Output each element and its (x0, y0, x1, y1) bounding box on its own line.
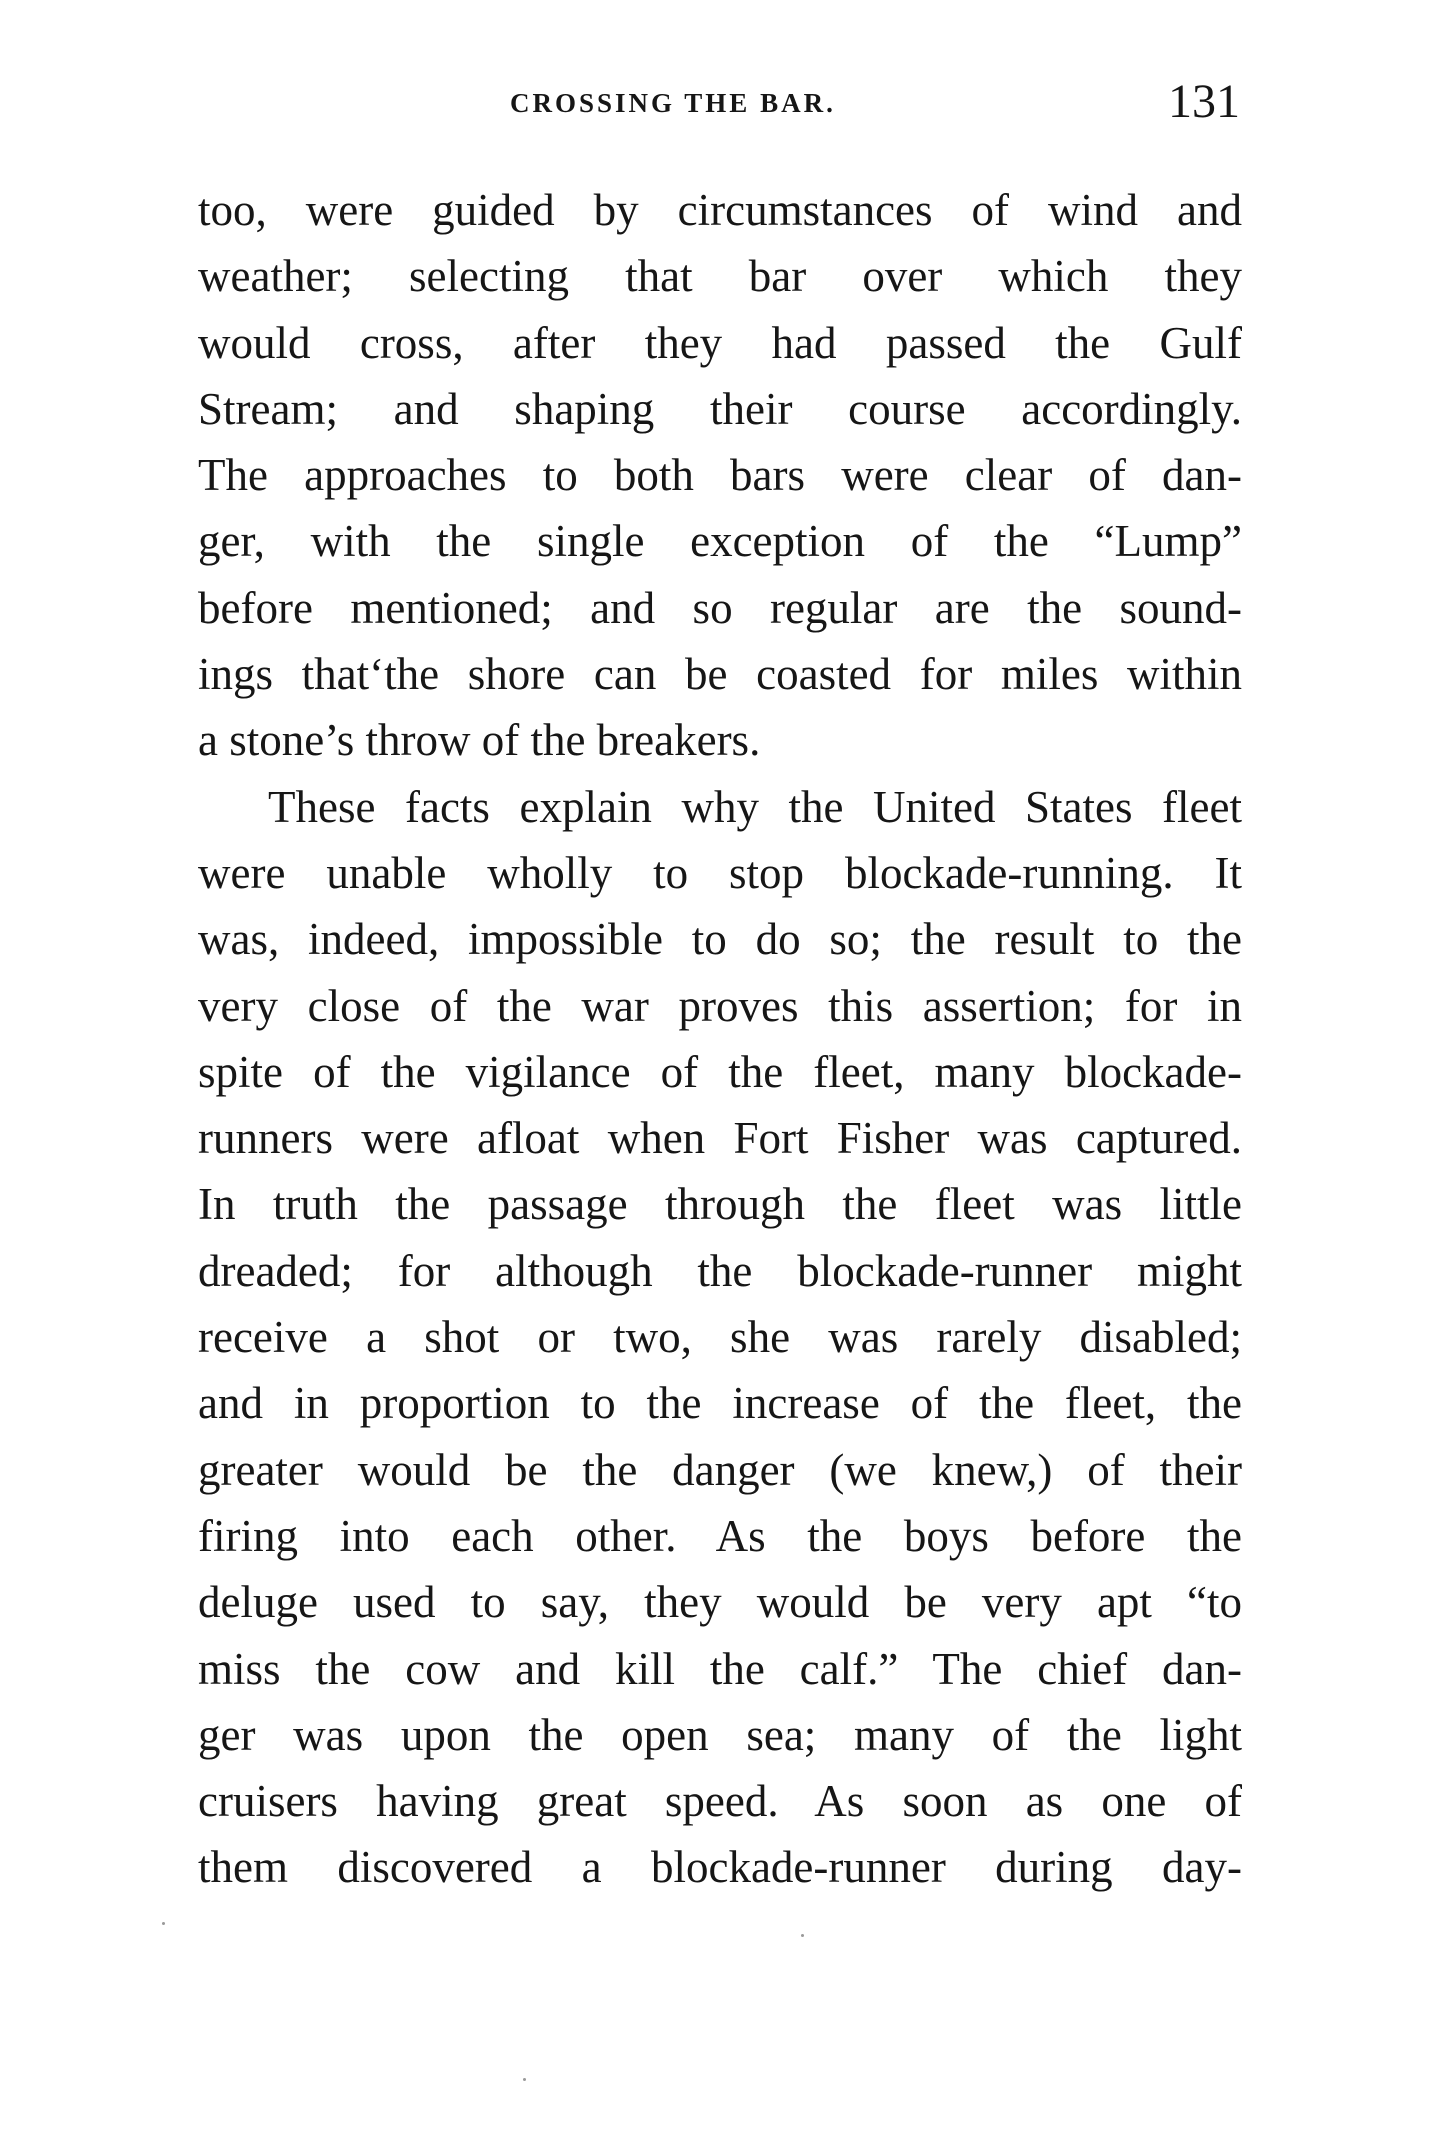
text-line: them discovered a blockade-runner during day- (198, 1842, 1242, 1893)
paper-speck (523, 2078, 526, 2081)
paper-speck (801, 1934, 804, 1937)
text-line: In truth the passage through the fleet was little (198, 1179, 1242, 1230)
paragraph-end-line: a stone’s throw of the breakers. (198, 715, 761, 766)
text-line: Stream; and shaping their course accordingly. (198, 383, 1242, 434)
text-line: and in proportion to the increase of the fleet, the (198, 1378, 1242, 1429)
text-line: very close of the war proves this assertion; for in (198, 980, 1242, 1031)
text-line: miss the cow and kill the calf.” The chief dan- (198, 1643, 1242, 1694)
text-line: would cross, after they had passed the Gulf (198, 317, 1242, 368)
page-number: 131 (1168, 75, 1240, 128)
text-line: ger was upon the open sea; many of the light (198, 1709, 1242, 1760)
paper-speck (162, 1922, 165, 1925)
page-header (200, 75, 1240, 138)
text-line: spite of the vigilance of the fleet, many blockade- (198, 1046, 1242, 1097)
text-line: before mentioned; and so regular are the sound- (198, 582, 1242, 633)
text-line: dreaded; for although the blockade-runner might (198, 1245, 1242, 1296)
text-line: too, were guided by circumstances of wind and (198, 185, 1242, 235)
text-line: runners were afloat when Fort Fisher was captured. (198, 1113, 1242, 1164)
text-line: firing into each other. As the boys before the (198, 1510, 1242, 1561)
text-line: ings that‘the shore can be coasted for miles within (198, 649, 1242, 700)
text-line: greater would be the danger (we knew,) of their (198, 1444, 1242, 1495)
running-title: CROSSING THE BAR. (510, 88, 836, 118)
text-line: weather; selecting that bar over which they (198, 251, 1242, 302)
paragraph-start-line: These facts explain why the United States fleet (268, 781, 1242, 832)
text-line: ger, with the single exception of the “Lump” (198, 516, 1242, 567)
text-line: deluge used to say, they would be very apt “to (198, 1577, 1242, 1628)
text-line: The approaches to both bars were clear of dan- (198, 450, 1242, 501)
body-text (198, 177, 1242, 1901)
text-line: receive a shot or two, she was rarely disabled; (198, 1312, 1242, 1363)
text-line: were unable wholly to stop blockade-running. It (198, 847, 1242, 898)
text-line: cruisers having great speed. As soon as one of (198, 1776, 1242, 1827)
text-line: was, indeed, impossible to do so; the result to the (198, 914, 1242, 965)
